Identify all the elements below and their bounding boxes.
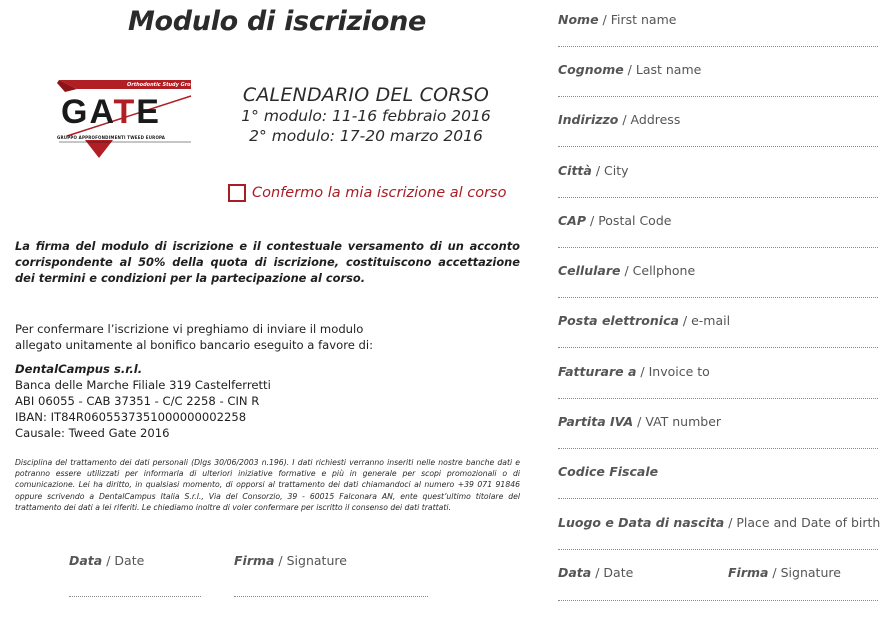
bank-details [15,361,520,441]
bank-line-1: Banca delle Marche Filiale 319 Castelferretti [15,378,271,392]
left-signature-field[interactable] [234,596,428,597]
invoice-to-field[interactable] [558,398,878,399]
left-date-label: Data / Date [69,553,145,568]
course-calendar [226,84,506,146]
city-label: Città / City [558,163,629,178]
confirm-label: Confermo la mia iscrizione al corso [252,185,507,201]
invoice-to-label: Fatturare a / Invoice to [558,364,710,379]
logo-word: GATE [61,93,161,131]
calendar-module-1: 1° modulo: 11-16 febbraio 2016 [241,107,491,125]
form-title: Modulo di iscrizione [127,6,427,37]
right-signature-label: Firma / Signature [728,565,841,580]
logo-top-text: Orthodontic Study Group [127,82,198,88]
last-name-field[interactable] [558,96,878,97]
bank-iban: IBAN: IT84R0605537351000000002258 [15,410,247,424]
city-field[interactable] [558,197,878,198]
first-name-field[interactable] [558,46,878,47]
instructions-line-1: Per confermare l’iscrizione vi preghiamo di inviare il modulo [15,322,364,336]
last-name-label: Cognome / Last name [558,62,702,77]
cellphone-field[interactable] [558,297,878,298]
address-label: Indirizzo / Address [558,112,681,127]
confirm-enrollment [228,184,506,202]
tax-code-label: Codice Fiscale [558,464,659,479]
vat-number-field[interactable] [558,448,878,449]
right-date-signature-field[interactable] [558,600,878,601]
address-field[interactable] [558,146,878,147]
birth-place-date-field[interactable] [558,549,878,550]
terms-paragraph: La firma del modulo di iscrizione e il contestuale versamento di un acconto corrispondente al 50% della quota di iscrizione, costituiscono accettazione dei termini e condizioni per la partecipazione al corso. [15,239,520,285]
bank-line-2: ABI 06055 - CAB 37351 - C/C 2258 - CIN R [15,394,260,408]
tax-code-field[interactable] [558,498,878,499]
vat-number-label: Partita IVA / VAT number [558,414,722,429]
calendar-module-2: 2° modulo: 17-20 marzo 2016 [249,127,483,145]
right-date-label: Data / Date [558,565,634,580]
first-name-label: Nome / First name [558,12,677,27]
logo-subtitle: GRUPPO APPROFONDIMENTI TWEED EUROPA [57,135,166,140]
email-label: Posta elettronica / e-mail [558,313,731,328]
confirm-checkbox[interactable] [228,184,246,202]
cellphone-label: Cellulare / Cellphone [558,263,696,278]
left-signature-label: Firma / Signature [234,553,347,568]
postal-code-label: CAP / Postal Code [558,213,672,228]
privacy-notice: Disciplina del trattamento dei dati personali (Dlgs 30/06/2003 n.196). I dati richiesti verranno inseriti nelle nostre banche dati e potranno essere utilizzati per informarla di ulteriori iniziative formative e più in generale per scopi promozionali o di comunicazione. Lei ha diritto, in qualsiasi momento, di opporsi al trattamento dei dati chiamandoci al numero +39 071 91846 oppure scrivendo a DentalCampus Italia S.r.l., Via del Consorzio, 39 - 60015 Falconara AN, ente quest’ultimo titolare del trattamento dei dati a lei riferiti. Le chiediamo inoltre di voler confermare per iscritto il consenso dei dati trattati. [15,458,520,512]
postal-code-field[interactable] [558,247,878,248]
bank-causale: Causale: Tweed Gate 2016 [15,426,170,440]
instructions-line-2: allegato unitamente al bonifico bancario eseguito a favore di: [15,338,374,352]
instructions-paragraph [15,321,520,353]
left-date-field[interactable] [69,596,201,597]
birth-place-date-label: Luogo e Data di nascita / Place and Date of birth [558,515,881,530]
gate-logo [55,80,198,162]
bank-company: DentalCampus s.r.l. [15,362,143,376]
email-field[interactable] [558,347,878,348]
calendar-heading: CALENDARIO DEL CORSO [242,84,490,106]
